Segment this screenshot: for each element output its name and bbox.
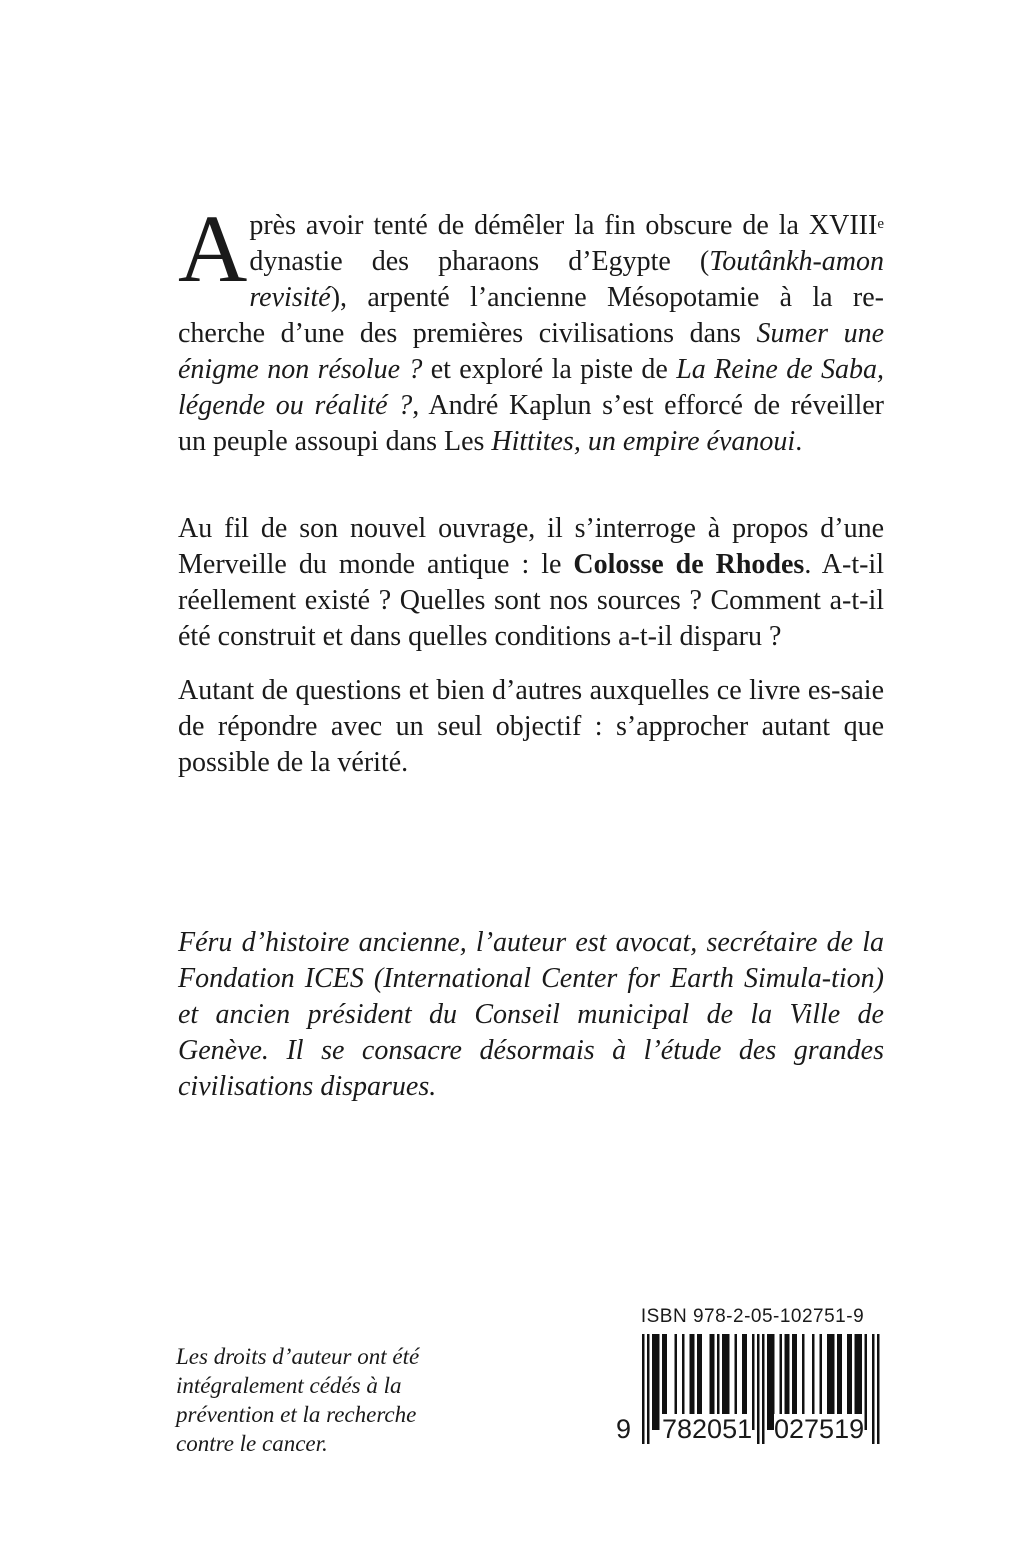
author-bio [178, 925, 884, 1105]
intro-text-pharaons: dynastie des pharaons d’Egypte ( [249, 246, 710, 277]
barcode-bar [767, 1334, 770, 1430]
questions-paragraph [178, 673, 884, 781]
barcode-bar [865, 1334, 868, 1430]
colossus-paragraph [178, 511, 884, 655]
barcode-bar [872, 1334, 875, 1444]
barcode-bar [770, 1334, 773, 1430]
intro-line1: près avoir tenté de démêler la fin obscure de la [249, 210, 799, 241]
title-toutankhamon: Toutânkh-amon revisité [249, 246, 884, 313]
barcode-bar [762, 1334, 765, 1444]
p2-text-b: . A-t-il réellement existé ? Quelles sont nos sources ? Comment a-t-il été construit et dans quelles conditions a-t-il disparu ? [178, 549, 884, 652]
barcode-lead-digit: 9 [616, 1414, 632, 1444]
barcode-bar [655, 1334, 658, 1430]
barcode-bar [752, 1334, 755, 1430]
isbn-label: ISBN 978-2-05-102751-9 [640, 1306, 865, 1327]
note-line: intégralement cédés à la [176, 1373, 402, 1398]
title-sumer: Sumer une énigme non résolue ? [178, 318, 884, 385]
intro-text-a: ), arpenté l’ancienne Mésopotamie à la re-cherche d’une des premières civilisations dans [178, 282, 884, 349]
barcode-bar [642, 1334, 645, 1444]
p3-text: Autant de questions et bien d’autres auxquelles ce livre es-saie de répondre avec un seul objectif : s’approcher autant que possible de la vérité. [178, 675, 884, 778]
title-hittites: Hittites, un empire évanoui [491, 426, 796, 457]
dynasty-sup: e [877, 216, 884, 232]
bio-text: Féru d’histoire ancienne, l’auteur est avocat, secrétaire de la Fondation ICES (International Center for Earth Simula-tion) et ancien président du Conseil municipal de la Ville de Genève. Il se consacre désormais à l’étude des grandes civilisations disparues. [178, 927, 884, 1102]
intro-text-c: , André Kaplun s’est efforcé de réveiller un peuple assoupi dans Les [178, 390, 884, 457]
barcode-bar [647, 1334, 650, 1444]
intro-text-d: . [795, 426, 803, 457]
colosse-de-rhodes: Colosse de Rhodes [573, 549, 805, 580]
note-line: contre le cancer. [176, 1431, 328, 1456]
barcode-bar [877, 1334, 880, 1444]
isbn-barcode [616, 1306, 885, 1466]
rights-note [176, 1342, 476, 1458]
p2-text-a: Au fil de son nouvel ouvrage, il s’interroge à propos d’une Merveille du monde antique : le [178, 513, 884, 580]
intro-text-b: et exploré la piste de [422, 354, 677, 385]
barcode-bar [757, 1334, 760, 1444]
barcode-right-digits: 027519 [774, 1414, 865, 1444]
drop-cap: A [178, 195, 248, 302]
title-reine-de-saba: La Reine de Saba, légende ou réalité ? [178, 354, 884, 421]
note-line: Les droits d’auteur ont été [176, 1344, 420, 1369]
dynasty-roman: XVIII [808, 210, 878, 241]
note-line: prévention et la recherche [176, 1402, 417, 1427]
barcode-left-digits: 782051 [662, 1414, 753, 1444]
barcode-bar [657, 1334, 660, 1430]
barcode-bar [652, 1334, 655, 1430]
intro-paragraph [178, 195, 884, 460]
